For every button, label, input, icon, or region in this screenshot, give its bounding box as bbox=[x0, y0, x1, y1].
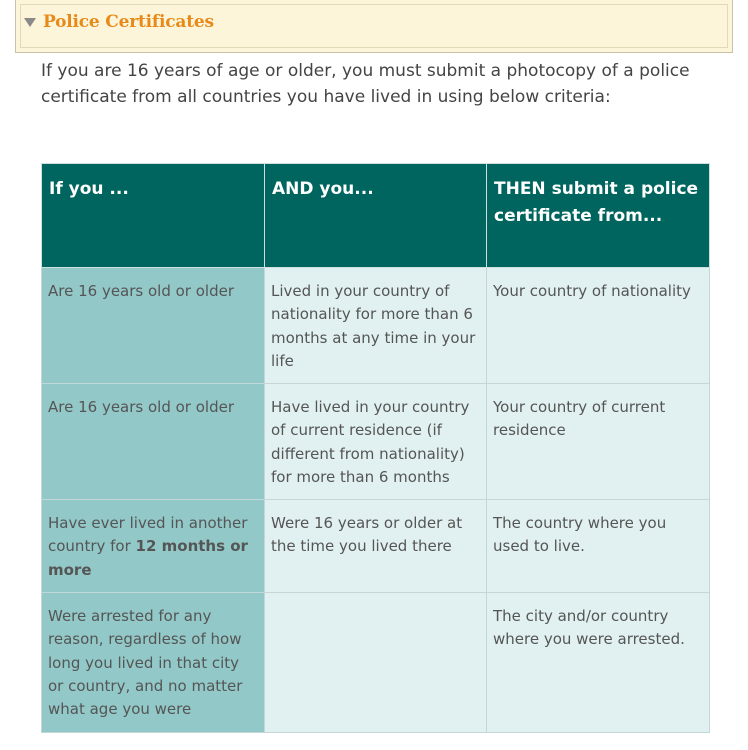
header-and-you: AND you... bbox=[265, 164, 487, 268]
cell-if-you: Are 16 years old or older bbox=[42, 384, 265, 500]
cell-if-you-prefix: Have ever lived in another country for bbox=[48, 514, 248, 556]
header-if-you: If you ... bbox=[42, 164, 265, 268]
table-row bbox=[42, 500, 710, 593]
intro-text: If you are 16 years of age or older, you must submit a photocopy of a police certificate from all countries you have lived in using below criteria: bbox=[41, 61, 690, 107]
table-row bbox=[42, 593, 710, 733]
header-then-submit: THEN submit a police certificate from... bbox=[487, 164, 710, 268]
cell-then-submit: Your country of nationality bbox=[487, 268, 710, 384]
cell-if-you bbox=[42, 500, 265, 593]
table-row bbox=[42, 268, 710, 384]
table-row bbox=[42, 384, 710, 500]
cell-and-you: Were 16 years or older at the time you lived there bbox=[265, 500, 487, 593]
cell-and-you bbox=[265, 593, 487, 733]
accordion-title[interactable]: Police Certificates bbox=[43, 12, 214, 32]
cell-if-you: Were arrested for any reason, regardless of how long you lived in that city or country, and no matter what age you were bbox=[42, 593, 265, 733]
police-certificate-criteria-table bbox=[41, 163, 710, 733]
police-certificates-accordion-header[interactable] bbox=[15, 0, 733, 53]
cell-if-you: Are 16 years old or older bbox=[42, 268, 265, 384]
cell-if-you-emphasis: 12 months or more bbox=[48, 537, 248, 579]
triangle-down-icon[interactable] bbox=[24, 18, 36, 27]
cell-then-submit: Your country of current residence bbox=[487, 384, 710, 500]
cell-and-you: Lived in your country of nationality for more than 6 months at any time in your life bbox=[265, 268, 487, 384]
cell-and-you: Have lived in your country of current residence (if different from nationality) for more than 6 months bbox=[265, 384, 487, 500]
cell-then-submit: The city and/or country where you were arrested. bbox=[487, 593, 710, 733]
cell-then-submit: The country where you used to live. bbox=[487, 500, 710, 593]
table-header-row bbox=[42, 164, 710, 268]
